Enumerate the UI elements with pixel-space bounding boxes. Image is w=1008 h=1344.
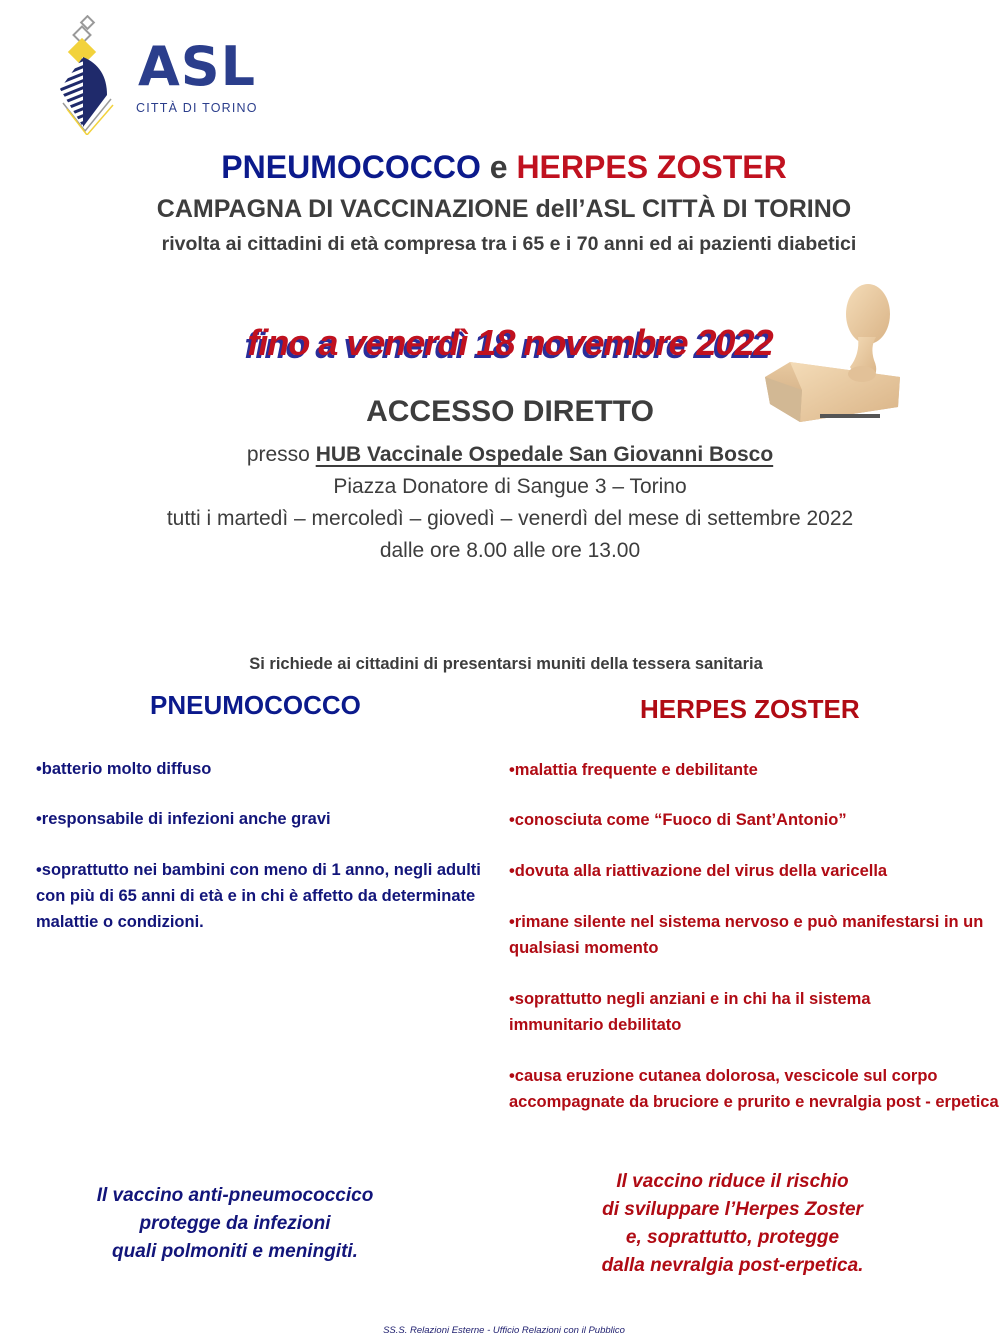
footer-credit: SS.S. Relazioni Esterne - Ufficio Relazioni con il Pubblico [383,1325,625,1336]
location-line [0,440,1008,470]
audience-line: rivolta ai cittadini di età compresa tra i 65 e i 70 anni ed ai pazienti diabetici [161,233,857,255]
logo-wordmark: ASL [138,35,257,98]
location-name: HUB Vaccinale Ospedale San Giovanni Bosco [315,443,774,466]
closing-line: quali polmoniti e meningiti. [112,1241,358,1262]
herpes-bullet: •dovuta alla riattivazione del virus della varicella [509,862,888,880]
asl-emblem-icon [55,15,145,135]
herpes-bullet: •malattia frequente e debilitante [509,761,758,779]
herpes-bullet: •causa eruzione cutanea dolorosa, vescicole sul corpo accompagnate da bruciore e prurito e nevralgia post - erpetica [509,1067,999,1111]
pneumococco-bullet: •batterio molto diffuso [36,760,212,778]
closing-line: e, soprattutto, protegge [625,1227,840,1248]
campaign-subtitle: CAMPAGNA DI VACCINAZIONE dell’ASL CITTÀ DI TORINO [156,195,852,223]
herpes-bullet: •conosciuta come “Fuoco di Sant’Antonio” [509,811,847,829]
pneumococco-closing [40,1182,430,1266]
pneumococco-bullet: •soprattutto nei bambini con meno di 1 anno, negli adulti con più di 65 anni di età e in chi è affetto da determinate malattie o condizioni. [36,861,481,931]
address-line: Piazza Donatore di Sangue 3 – Torino [333,475,687,498]
title-herpes-zoster: HERPES ZOSTER [516,149,787,185]
title-connector: e [489,149,508,185]
closing-line: di sviluppare l’Herpes Zoster [602,1199,863,1220]
herpes-zoster-heading: HERPES ZOSTER [640,694,860,724]
deadline-text: fino a venerdì 18 novembre 2022 [247,322,773,363]
hours-line: dalle ore 8.00 alle ore 13.00 [379,539,641,562]
herpes-bullet: •soprattutto negli anziani e in chi ha il sistema immunitario debilitato [509,990,871,1034]
herpes-closing [545,1168,920,1280]
pneumococco-heading: PNEUMOCOCCO [150,690,361,720]
closing-line: protegge da infezioni [139,1213,331,1234]
access-heading: ACCESSO DIRETTO [366,395,654,428]
logo-subtitle: CITTÀ DI TORINO [136,101,258,115]
health-card-notice: Si richiede ai cittadini di presentarsi muniti della tessera sanitaria [249,655,763,673]
page-title [0,148,1008,186]
closing-line: Il vaccino riduce il rischio [616,1171,849,1192]
pneumococco-bullet: •responsabile di infezioni anche gravi [36,810,331,828]
presso-label: presso [246,443,310,466]
herpes-bullet: •rimane silente nel sistema nervoso e può manifestarsi in un qualsiasi momento [509,913,984,957]
closing-line: dalla nevralgia post-erpetica. [601,1255,864,1276]
title-pneumococco: PNEUMOCOCCO [221,149,481,185]
closing-line: Il vaccino anti-pneumococcico [96,1185,374,1206]
days-line: tutti i martedì – mercoledì – giovedì – venerdì del mese di settembre 2022 [166,507,854,530]
